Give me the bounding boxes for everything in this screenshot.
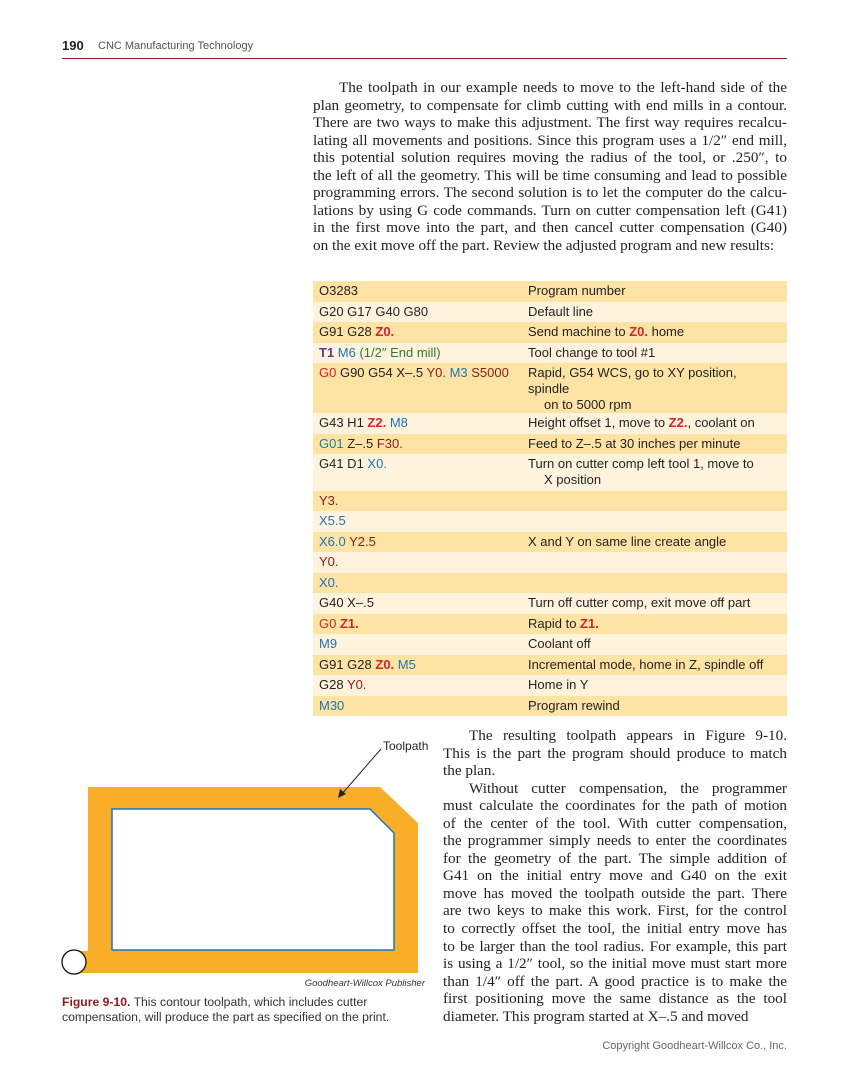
text-line: must calculate the coordinates for the path of motion [443, 797, 787, 815]
code-token: M9 [319, 636, 338, 651]
description-cell [522, 634, 787, 655]
description-cell [522, 434, 787, 455]
code-token: M5 [394, 656, 416, 672]
code-token: M30 [319, 697, 345, 713]
description-token: Tool change to tool #1 [528, 344, 656, 360]
text-line: lations by using G code commands. Turn on cutter compensation left (G41) [313, 201, 787, 219]
code-cell [313, 434, 522, 455]
program-row [313, 302, 787, 323]
code-token: Y0. [426, 365, 446, 380]
code-cell [313, 491, 522, 512]
description-continuation: X position [544, 472, 602, 487]
description-cell [522, 281, 787, 302]
code-cell [313, 511, 522, 532]
description-cell [522, 593, 787, 614]
code-token: Y0. [319, 554, 339, 569]
code-token: (1/2″ End mill) [355, 344, 441, 360]
body-paragraph [443, 727, 787, 1025]
description-token: Incremental mode, home in Z, spindle off [528, 656, 764, 672]
code-token: G90 G54 X–.5 [336, 365, 427, 380]
description-cell [522, 573, 787, 594]
running-title: CNC Manufacturing Technology [98, 40, 254, 52]
text-line: programming errors. The second solution is to let the computer do the calcu- [313, 184, 787, 202]
program-row [313, 655, 787, 676]
program-row [313, 343, 787, 364]
code-token: X0. [367, 456, 387, 471]
figure-caption [62, 995, 422, 1025]
code-token: G91 G28 [319, 656, 376, 672]
text-line: Without cutter compensation, the programmer [469, 779, 787, 797]
code-cell [313, 614, 522, 635]
description-cell [522, 491, 787, 512]
code-token: O3283 [319, 283, 359, 298]
text-line: diameter. This program started at X–.5 and moved [443, 1007, 749, 1025]
part-outline [112, 809, 394, 950]
toolpath-band [88, 787, 418, 973]
text-line: first positioning move the same distance as the tool [443, 990, 787, 1008]
text-line: the programmer simply needs to enter the coordinates [443, 832, 787, 850]
description-token: Z1. [580, 615, 599, 631]
description-token: Z0. [629, 324, 648, 339]
code-token: M3 [445, 365, 468, 380]
program-row [313, 634, 787, 655]
code-token: T1 [319, 344, 335, 360]
text-line: The toolpath in our example needs to move to the left-hand side of the [339, 79, 787, 96]
code-token: Z1. [336, 615, 359, 631]
text-line: G41 on the initial entry move and G40 on the exit [443, 867, 787, 885]
code-cell [313, 552, 522, 573]
description-cell [522, 655, 787, 676]
description-token: Rapid, G54 WCS, go to XY position, spindle [528, 365, 737, 396]
text-line: this potential solution requires moving the radius of the tool, or .250″, to [313, 149, 787, 167]
text-line: of the center of the tool. With cutter compensation, [443, 814, 787, 832]
description-cell [522, 696, 787, 717]
program-row [313, 552, 787, 573]
code-cell [313, 593, 522, 614]
code-cell [313, 532, 522, 553]
page-header [62, 38, 787, 59]
code-token: G0 [319, 615, 337, 631]
text-line: is using a 1/2″ tool, so the initial move must start more [443, 955, 787, 973]
description-token: home [647, 324, 685, 339]
description-cell [522, 413, 787, 434]
arrow-head-icon [338, 789, 346, 798]
code-token: Z0. [375, 656, 395, 672]
code-token: Y3. [319, 492, 339, 508]
program-row [313, 413, 787, 434]
program-row [313, 573, 787, 594]
text-line: to correctly offset the tool, the initial entry move has [443, 920, 787, 938]
description-token: Program rewind [528, 697, 620, 713]
program-row [313, 614, 787, 635]
text-line: plan geometry, to compensate for climb cutting with end mills in a contour. [313, 96, 787, 114]
description-token: X and Y on same line create angle [528, 533, 727, 549]
description-token: Z2. [668, 415, 688, 430]
code-cell [313, 655, 522, 676]
code-cell [313, 363, 522, 413]
code-cell [313, 675, 522, 696]
code-cell [313, 343, 522, 364]
code-cell [313, 454, 522, 491]
code-cell [313, 281, 522, 302]
program-row [313, 281, 787, 302]
description-token: Home in Y [528, 677, 589, 692]
description-token: Program number [528, 283, 626, 298]
code-cell [313, 696, 522, 717]
description-cell [522, 511, 787, 532]
description-token: Feed to Z–.5 at 30 inches per minute [528, 435, 741, 451]
text-line: lating all movements and positions. Since this program uses a 1/2″ end mill, [313, 131, 787, 149]
description-cell [522, 302, 787, 323]
program-row [313, 322, 787, 343]
code-token: X0. [319, 574, 339, 590]
code-token: X6.0 [319, 533, 346, 549]
program-row [313, 511, 787, 532]
code-token: G28 [319, 677, 347, 692]
figure-credit: Goodheart-Willcox Publisher [304, 978, 425, 989]
description-cell [522, 532, 787, 553]
description-continuation: on to 5000 rpm [544, 397, 632, 412]
toolpath-arrow [341, 749, 381, 795]
copyright: Copyright Goodheart-Willcox Co., Inc. [602, 1040, 787, 1052]
description-cell [522, 552, 787, 573]
program-table [313, 281, 787, 716]
code-token: Y0. [346, 677, 367, 692]
program-row [313, 491, 787, 512]
description-token: Height offset 1, move to [528, 415, 669, 430]
description-token: Coolant off [528, 636, 591, 651]
text-line: for the geometry of the part. The simple addition of [443, 849, 787, 867]
code-token: Z–.5 [343, 435, 377, 451]
code-token: G40 X–.5 [319, 595, 374, 610]
description-token: Turn off cutter comp, exit move off part [528, 595, 751, 610]
code-token: Z0. [375, 324, 395, 339]
code-cell [313, 302, 522, 323]
program-row [313, 363, 787, 413]
text-line: in the first move into the part, and then cancel cutter compensation (G40) [313, 219, 787, 237]
text-line: the left of all the geometry. This will be time consuming and lead to possible [313, 166, 787, 184]
toolpath-lead-in [70, 951, 90, 973]
tool-circle [62, 950, 86, 974]
intro-paragraph [313, 79, 787, 254]
code-cell [313, 322, 522, 343]
code-cell [313, 634, 522, 655]
code-token: G20 G17 G40 G80 [319, 303, 429, 319]
caption-text: This contour toolpath, which includes cutter compensation, will produce the part as specified on the print. [62, 995, 390, 1024]
description-token: , coolant on [687, 415, 755, 430]
text-line: the plan. [443, 762, 496, 780]
code-token: G01 [319, 435, 344, 451]
program-row [313, 675, 787, 696]
code-cell [313, 573, 522, 594]
code-token: G41 D1 [319, 456, 368, 471]
program-row [313, 454, 787, 491]
code-token: F30. [376, 435, 403, 451]
program-row [313, 434, 787, 455]
program-row [313, 593, 787, 614]
code-cell [313, 413, 522, 434]
code-token: G0 [319, 365, 337, 380]
toolpath-label: Toolpath [383, 739, 429, 753]
description-cell [522, 343, 787, 364]
code-token: M8 [386, 415, 408, 430]
text-line: are two keys to make this work. First, for the control [443, 902, 787, 920]
code-token: Y2.5 [345, 533, 376, 549]
description-cell [522, 322, 787, 343]
code-token: G43 H1 [319, 415, 368, 430]
description-cell [522, 675, 787, 696]
text-line: on the exit move off the part. Review the adjusted program and new results: [313, 236, 775, 254]
code-token: M6 [334, 344, 356, 360]
program-row [313, 532, 787, 553]
text-line: than 1/4″ off the part. A good practice is to make the [443, 972, 787, 990]
description-cell [522, 454, 787, 491]
text-line: This is the part the program should produce to match [443, 744, 787, 762]
code-token: Z2. [367, 415, 387, 430]
description-cell [522, 614, 787, 635]
code-token: X5.5 [319, 513, 346, 528]
description-cell [522, 363, 787, 413]
description-token: Turn on cutter comp left tool 1, move to [528, 456, 754, 471]
text-line: to be larger than the tool radius. For example, this part [443, 937, 787, 955]
program-row [313, 696, 787, 717]
description-token: Default line [528, 303, 594, 319]
description-token: Rapid to [528, 615, 581, 631]
page-number: 190 [62, 38, 84, 53]
description-token: Send machine to [528, 324, 630, 339]
code-token: G91 G28 [319, 324, 376, 339]
text-line: The resulting toolpath appears in Figure 9-10. [469, 727, 787, 744]
code-token: S5000 [467, 365, 509, 380]
figure-ref: Figure 9-10. [62, 995, 131, 1009]
text-line: There are two ways to make this adjustment. The first way requires recalcu- [313, 114, 787, 132]
text-line: move has moved the toolpath outside the part. There [443, 884, 787, 902]
